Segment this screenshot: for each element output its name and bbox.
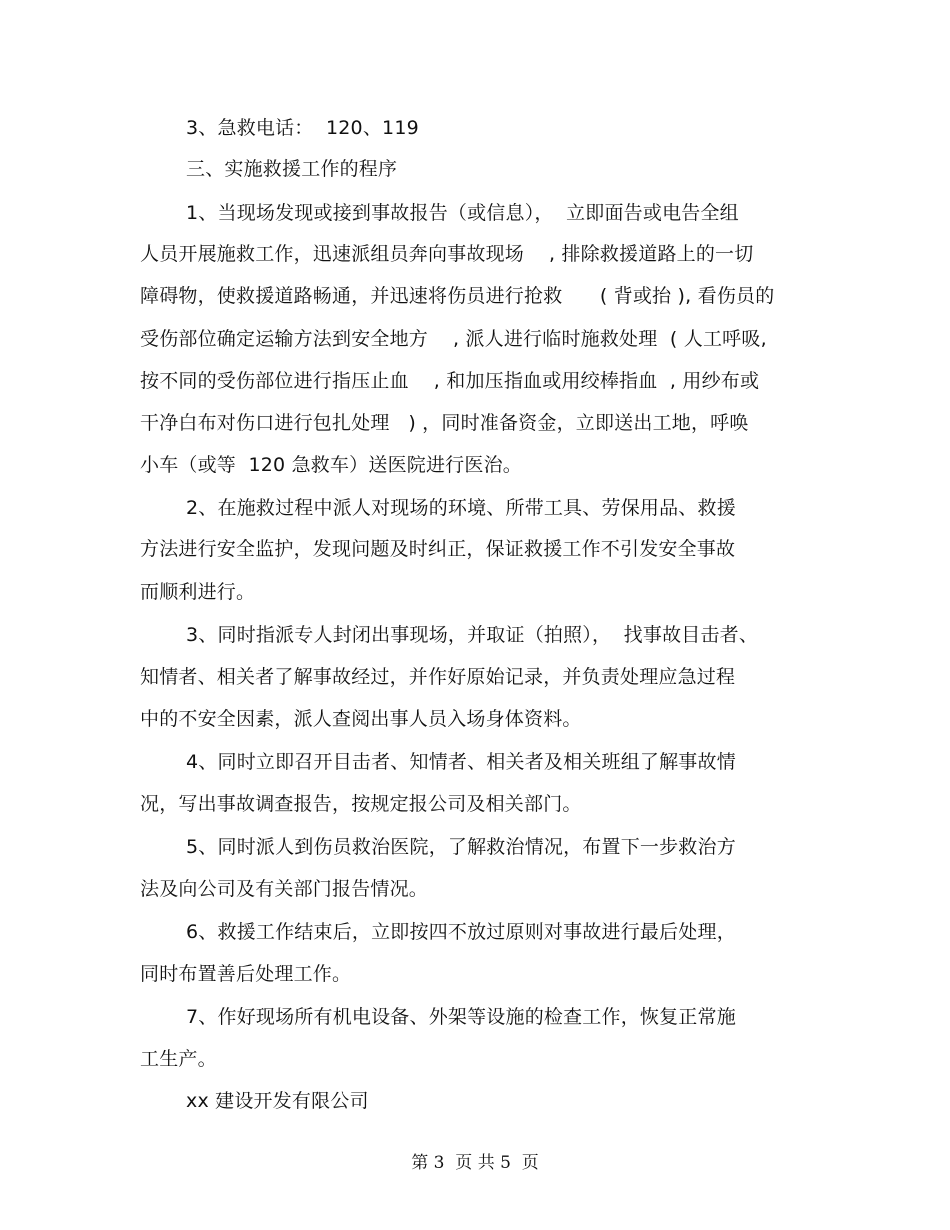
text-line: 3、同时指派专人封闭出事现场，并取证（拍照）， 找事故目击者、 xyxy=(186,624,759,646)
text-line: 况，写出事故调查报告，按规定报公司及相关部门。 xyxy=(140,793,582,815)
text-line: 方法进行安全监护，发现问题及时纠正，保证救援工作不引发安全事故 xyxy=(140,538,736,560)
text-line: 1、当现场发现或接到事故报告（或信息）， 立即面告或电告全组 xyxy=(186,202,739,224)
text-line: 三、实施救援工作的程序 xyxy=(186,158,398,180)
text-line: 5、同时派人到伤员救治医院，了解救治情况，布置下一步救治方 xyxy=(186,836,736,858)
text-line: 7、作好现场所有机电设备、外架等设施的检查工作，恢复正常施 xyxy=(186,1006,736,1028)
text-line: 同时布置善后处理工作。 xyxy=(140,963,352,985)
text-line: 4、同时立即召开目击者、知情者、相关者及相关班组了解事故情 xyxy=(186,751,736,773)
text-line: 中的不安全因素，派人查阅出事人员入场身体资料。 xyxy=(140,708,582,730)
text-line: 2、在施救过程中派人对现场的环境、所带工具、劳保用品、救援 xyxy=(186,497,736,519)
text-line: 人员开展施救工作，迅速派组员奔向事故现场 , 排除救援道路上的一切 xyxy=(140,243,754,265)
text-line: 知情者、相关者了解事故经过，并作好原始记录，并负责处理应急过程 xyxy=(140,666,736,688)
text-line: 干净白布对伤口进行包扎处理 ) ，同时准备资金，立即送出工地，呼唤 xyxy=(140,412,749,434)
text-line: 障碍物，使救援道路畅通，并迅速将伤员进行抢救 ( 背或抬 ), 看伤员的 xyxy=(140,285,775,307)
text-line: xx 建设开发有限公司 xyxy=(186,1090,369,1112)
text-line: 3、急救电话： 120、119 xyxy=(186,117,419,139)
text-line: 工生产。 xyxy=(140,1048,217,1070)
text-line: 小车（或等 120 急救车）送医院进行医治。 xyxy=(140,454,522,476)
text-line: 法及向公司及有关部门报告情况。 xyxy=(140,878,429,900)
text-line: 按不同的受伤部位进行指压止血 , 和加压指血或用绞棒指血 , 用纱布或 xyxy=(140,370,760,392)
text-line: 受伤部位确定运输方法到安全地方 , 派人进行临时施救处理 ( 人工呼吸, xyxy=(140,328,767,350)
text-line: 而顺利进行。 xyxy=(140,581,256,603)
text-line: 6、救援工作结束后，立即按四不放过原则对事故进行最后处理， xyxy=(186,921,736,943)
page-footer: 第 3 页 共 5 页 xyxy=(411,1153,539,1173)
